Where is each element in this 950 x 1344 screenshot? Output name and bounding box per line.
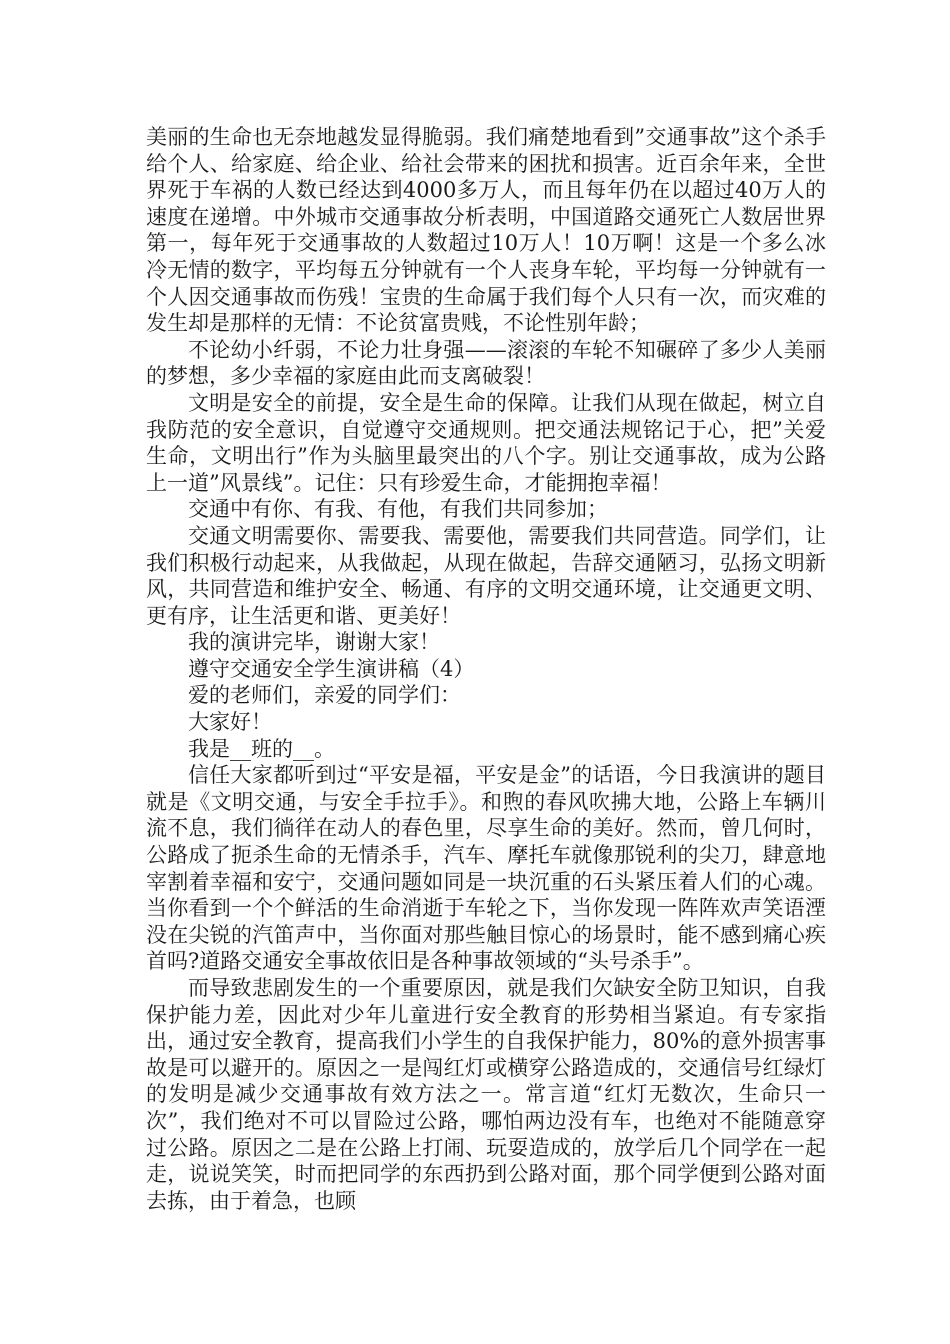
paragraph-11: 信任大家都听到过“平安是福，平安是金”的话语，今日我演讲的题目就是《文明交通，与安全手拉手》。和煦的春风吹拂大地，公路上车辆川流不息，我们徜徉在动人的春色里，尽享生命的美好。然而，曾几何时，公路成了扼杀生命的无情杀手，汽车、摩托车就像那锐利的尖刀，肆意地宰割着幸福和安宁，交通问题如同是一块沉重的石头紧压着人们的心魂。当你看到一个个鲜活的生命消逝于车轮之下，当你发现一阵阵欢声笑语湮没在尖锐的汽笛声中，当你面对那些触目惊心的场景时，能不感到痛心疾首吗?道路交通安全事故依旧是各种事故领域的“头号杀手”。 xyxy=(146,763,826,974)
paragraph-2: 不论幼小纤弱，不论力壮身强——滚滚的车轮不知碾碎了多少人美丽的梦想，多少幸福的家庭由此而支离破裂！ xyxy=(146,337,826,389)
paragraph-4: 交通中有你、有我、有他，有我们共同参加； xyxy=(188,497,608,522)
section-title: 遵守交通安全学生演讲稿（4） xyxy=(188,656,475,681)
paragraph-3: 文明是安全的前提，安全是生命的保障。让我们从现在做起，树立自我防范的安全意识，自觉遵守交通规则。把交通法规铭记于心，把”关爱生命，文明出行”作为头脑里最突出的八个字。别让交通事故，成为公路上一道”风景线”。记住：只有珍爱生命，才能拥抱幸福！ xyxy=(146,390,826,495)
document-page xyxy=(146,124,826,1214)
salutation: 爱的老师们，亲爱的同学们： xyxy=(188,683,461,708)
paragraph-12: 而导致悲剧发生的一个重要原因，就是我们欠缺安全防卫知识，自我保护能力差，因此对少年儿童进行安全教育的形势相当紧迫。有专家指出，通过安全教育，提高我们小学生的自我保护能力，80%的意外损害事故是可以避开的。原因之一是闯红灯或横穿公路造成的，交通信号红绿灯的发明是减少交通事故有效方法之一。常言道“红灯无数次，生命只一次”，我们绝对不可以冒险过公路，哪怕两边没有车，也绝对不能随意穿过公路。原因之二是在公路上打闹、玩耍造成的，放学后几个同学在一起走，说说笑笑，时而把同学的东西扔到公路对面，那个同学便到公路对面去拣，由于着急，也顾 xyxy=(146,976,826,1213)
greeting: 大家好！ xyxy=(188,710,272,735)
self-introduction: 我是__班的__。 xyxy=(188,736,335,761)
paragraph-6: 我的演讲完毕，谢谢大家！ xyxy=(188,630,440,655)
paragraph-5: 交通文明需要你、需要我、需要他，需要我们共同营造。同学们，让我们积极行动起来，从我做起，从现在做起，告辞交通陋习，弘扬文明新风，共同营造和维护安全、畅通、有序的文明交通环境，让交通更文明、更有序，让生活更和谐、更美好！ xyxy=(146,523,826,628)
paragraph-1: 美丽的生命也无奈地越发显得脆弱。我们痛楚地看到”交通事故”这个杀手给个人、给家庭、给企业、给社会带来的困扰和损害。近百余年来，全世界死于车祸的人数已经达到4000多万人，而且每年仍在以超过40万人的速度在递增。中外城市交通事故分析表明，中国道路交通死亡人数居世界第一，每年死于交通事故的人数超过10万人！10万啊！这是一个多么冰冷无情的数字，平均每五分钟就有一个人丧身车轮，平均每一分钟就有一个人因交通事故而伤残！宝贵的生命属于我们每个人只有一次，而灾难的发生却是那样的无情：不论贫富贵贱，不论性别年龄； xyxy=(146,125,826,336)
